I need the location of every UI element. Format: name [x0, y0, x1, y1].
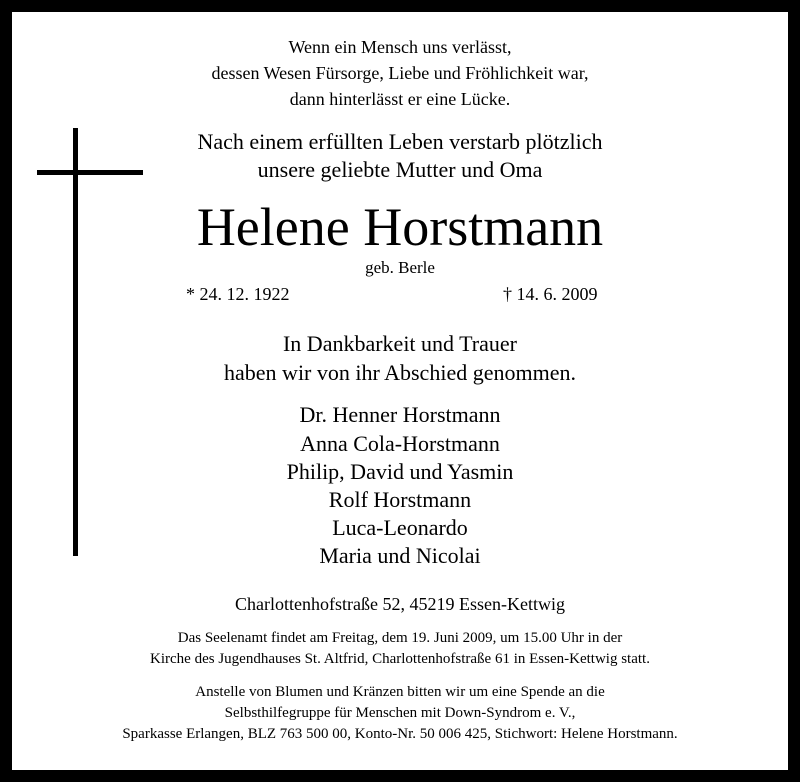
family-member: Dr. Henner Horstmann: [299, 402, 501, 427]
intro-line: unsere geliebte Mutter und Oma: [257, 157, 543, 182]
motto-line: dann hinterlässt er eine Lücke.: [289, 89, 511, 109]
family-member: Philip, David und Yasmin: [286, 459, 514, 484]
family-member: Anna Cola-Horstmann: [300, 431, 500, 456]
donation-line: Anstelle von Blumen und Kränzen bitten wir um eine Spende an die: [195, 684, 605, 700]
death-date: † 14. 6. 2009: [503, 284, 598, 304]
requiem-line: Das Seelenamt findet am Freitag, dem 19. Juni 2009, um 15.00 Uhr in der: [177, 630, 623, 646]
requiem-line: Kirche des Jugendhauses St. Altfrid, Charlottenhofstraße 61 in Essen-Kettwig statt.: [150, 651, 650, 667]
address: Charlottenhofstraße 52, 45219 Essen-Kettwig: [235, 594, 565, 614]
intro-line: Nach einem erfüllten Leben verstarb plötzlich: [197, 129, 603, 154]
family-member: Luca-Leonardo: [332, 515, 468, 540]
mourning-line: In Dankbarkeit und Trauer: [282, 331, 517, 356]
donation-line: Selbsthilfegruppe für Menschen mit Down-Syndrom e. V.,: [224, 705, 576, 721]
maiden-name: geb. Berle: [365, 258, 435, 277]
family-member: Rolf Horstmann: [328, 487, 472, 512]
family-member: Maria und Nicolai: [319, 543, 481, 568]
deceased-name: Helene Horstmann: [196, 197, 604, 257]
donation-line: Sparkasse Erlangen, BLZ 763 500 00, Konto-Nr. 50 006 425, Stichwort: Helene Horstmann.: [122, 726, 678, 742]
motto-line: dessen Wesen Fürsorge, Liebe und Fröhlichkeit war,: [211, 63, 589, 83]
mourning-line: haben wir von ihr Abschied genommen.: [224, 360, 576, 385]
birth-date: * 24. 12. 1922: [186, 284, 290, 304]
motto-line: Wenn ein Mensch uns verlässt,: [288, 37, 512, 57]
